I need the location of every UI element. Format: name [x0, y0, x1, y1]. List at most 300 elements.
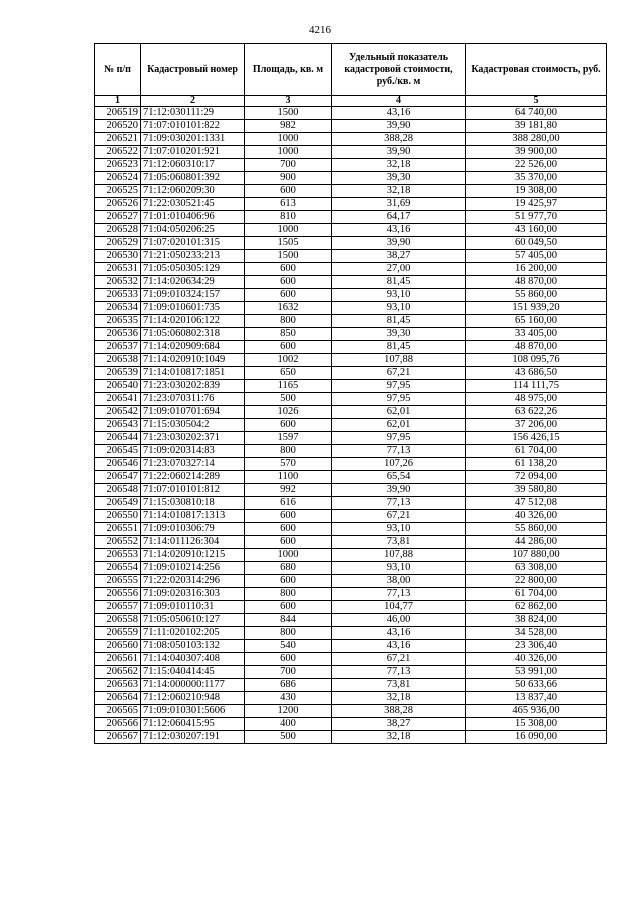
cell-cadastral-number: 71:11:020102:205 [141, 627, 245, 640]
cell-area: 1100 [245, 471, 332, 484]
table-row [95, 341, 607, 354]
cell-cadastral-number: 71:23:030202:371 [141, 432, 245, 445]
cell-unit-rate: 97,95 [332, 380, 466, 393]
cell-unit-rate: 107,88 [332, 354, 466, 367]
cell-unit-rate: 39,90 [332, 484, 466, 497]
cell-unit-rate: 32,18 [332, 185, 466, 198]
cell-cadastral-number: 71:14:011126:304 [141, 536, 245, 549]
cell-unit-rate: 31,69 [332, 198, 466, 211]
table-row [95, 146, 607, 159]
cell-cadastral-value: 57 405,00 [466, 250, 607, 263]
cell-cadastral-value: 38 824,00 [466, 614, 607, 627]
cell-area: 500 [245, 393, 332, 406]
cell-cadastral-value: 61 138,20 [466, 458, 607, 471]
column-number: 4 [332, 96, 466, 107]
cell-cadastral-value: 72 094,00 [466, 471, 607, 484]
cell-row-number: 206540 [95, 380, 141, 393]
cell-area: 1165 [245, 380, 332, 393]
cell-area: 850 [245, 328, 332, 341]
table-row [95, 380, 607, 393]
cell-row-number: 206526 [95, 198, 141, 211]
cell-cadastral-value: 55 860,00 [466, 289, 607, 302]
cell-unit-rate: 81,45 [332, 276, 466, 289]
cell-row-number: 206534 [95, 302, 141, 315]
cell-cadastral-value: 60 049,50 [466, 237, 607, 250]
cell-area: 800 [245, 588, 332, 601]
cell-cadastral-value: 53 991,00 [466, 666, 607, 679]
column-number: 3 [245, 96, 332, 107]
cell-unit-rate: 32,18 [332, 159, 466, 172]
table-row [95, 263, 607, 276]
cell-area: 600 [245, 653, 332, 666]
table-row [95, 705, 607, 718]
cell-unit-rate: 27,00 [332, 263, 466, 276]
cell-cadastral-value: 156 426,15 [466, 432, 607, 445]
cell-cadastral-number: 71:15:040414:45 [141, 666, 245, 679]
cell-row-number: 206550 [95, 510, 141, 523]
cell-cadastral-value: 39 181,80 [466, 120, 607, 133]
cell-area: 1000 [245, 146, 332, 159]
cell-cadastral-value: 388 280,00 [466, 133, 607, 146]
cell-row-number: 206565 [95, 705, 141, 718]
cell-unit-rate: 32,18 [332, 692, 466, 705]
cell-unit-rate: 39,30 [332, 172, 466, 185]
cell-row-number: 206519 [95, 107, 141, 120]
header-area: Площадь, кв. м [245, 44, 332, 96]
cell-cadastral-value: 107 880,00 [466, 549, 607, 562]
cell-unit-rate: 93,10 [332, 523, 466, 536]
table-row [95, 458, 607, 471]
cell-row-number: 206562 [95, 666, 141, 679]
cell-cadastral-value: 465 936,00 [466, 705, 607, 718]
cell-cadastral-value: 13 837,40 [466, 692, 607, 705]
cell-cadastral-number: 71:05:060802:318 [141, 328, 245, 341]
cell-area: 600 [245, 419, 332, 432]
cell-unit-rate: 97,95 [332, 432, 466, 445]
cell-area: 844 [245, 614, 332, 627]
table-row [95, 731, 607, 744]
cell-cadastral-number: 71:12:060310:17 [141, 159, 245, 172]
cell-area: 600 [245, 185, 332, 198]
cell-row-number: 206548 [95, 484, 141, 497]
cell-area: 600 [245, 276, 332, 289]
cell-cadastral-number: 71:14:010817:1313 [141, 510, 245, 523]
cell-row-number: 206536 [95, 328, 141, 341]
cell-row-number: 206551 [95, 523, 141, 536]
cell-cadastral-value: 151 939,20 [466, 302, 607, 315]
cell-area: 982 [245, 120, 332, 133]
cell-area: 400 [245, 718, 332, 731]
cell-cadastral-value: 65 160,00 [466, 315, 607, 328]
cell-row-number: 206527 [95, 211, 141, 224]
cell-area: 600 [245, 510, 332, 523]
cell-row-number: 206543 [95, 419, 141, 432]
cell-cadastral-number: 71:14:020909:684 [141, 341, 245, 354]
cell-row-number: 206542 [95, 406, 141, 419]
cell-cadastral-value: 55 860,00 [466, 523, 607, 536]
cell-cadastral-value: 16 090,00 [466, 731, 607, 744]
cell-row-number: 206563 [95, 679, 141, 692]
cell-cadastral-number: 71:22:060214:289 [141, 471, 245, 484]
cell-cadastral-number: 71:14:020634:29 [141, 276, 245, 289]
cell-row-number: 206549 [95, 497, 141, 510]
cell-cadastral-number: 71:22:030521:45 [141, 198, 245, 211]
cell-unit-rate: 39,30 [332, 328, 466, 341]
cell-area: 700 [245, 666, 332, 679]
cell-cadastral-value: 39 900,00 [466, 146, 607, 159]
cell-cadastral-value: 22 526,00 [466, 159, 607, 172]
cell-row-number: 206554 [95, 562, 141, 575]
table-row [95, 172, 607, 185]
table-row [95, 120, 607, 133]
cell-area: 1002 [245, 354, 332, 367]
table-row [95, 432, 607, 445]
cell-row-number: 206560 [95, 640, 141, 653]
cell-row-number: 206523 [95, 159, 141, 172]
cell-row-number: 206537 [95, 341, 141, 354]
cell-cadastral-value: 63 308,00 [466, 562, 607, 575]
cell-cadastral-number: 71:14:020910:1049 [141, 354, 245, 367]
cell-unit-rate: 104,77 [332, 601, 466, 614]
cell-area: 570 [245, 458, 332, 471]
table-row [95, 588, 607, 601]
table-row [95, 536, 607, 549]
table-row [95, 614, 607, 627]
cell-unit-rate: 43,16 [332, 627, 466, 640]
cell-cadastral-number: 71:23:070311:76 [141, 393, 245, 406]
cell-unit-rate: 43,16 [332, 640, 466, 653]
cell-unit-rate: 77,13 [332, 588, 466, 601]
cell-row-number: 206531 [95, 263, 141, 276]
cell-area: 1200 [245, 705, 332, 718]
cell-area: 600 [245, 289, 332, 302]
cell-cadastral-number: 71:21:050233:213 [141, 250, 245, 263]
cell-unit-rate: 38,00 [332, 575, 466, 588]
cell-area: 900 [245, 172, 332, 185]
cell-cadastral-value: 19 425,97 [466, 198, 607, 211]
cell-cadastral-number: 71:05:050610:127 [141, 614, 245, 627]
table-row [95, 237, 607, 250]
cell-row-number: 206533 [95, 289, 141, 302]
cell-unit-rate: 107,26 [332, 458, 466, 471]
cell-unit-rate: 388,28 [332, 133, 466, 146]
cell-cadastral-value: 22 800,00 [466, 575, 607, 588]
cell-row-number: 206561 [95, 653, 141, 666]
cell-unit-rate: 65,54 [332, 471, 466, 484]
cell-row-number: 206555 [95, 575, 141, 588]
cell-cadastral-number: 71:09:010601:735 [141, 302, 245, 315]
cell-cadastral-number: 71:09:020314:83 [141, 445, 245, 458]
cell-area: 650 [245, 367, 332, 380]
cell-cadastral-number: 71:14:020106:122 [141, 315, 245, 328]
cell-row-number: 206546 [95, 458, 141, 471]
cell-unit-rate: 81,45 [332, 341, 466, 354]
cell-area: 500 [245, 731, 332, 744]
table-row [95, 406, 607, 419]
cell-unit-rate: 38,27 [332, 718, 466, 731]
cell-area: 540 [245, 640, 332, 653]
cell-area: 616 [245, 497, 332, 510]
cell-cadastral-number: 71:09:010110:31 [141, 601, 245, 614]
cell-unit-rate: 93,10 [332, 562, 466, 575]
cell-area: 600 [245, 341, 332, 354]
cell-row-number: 206556 [95, 588, 141, 601]
cell-cadastral-value: 43 160,00 [466, 224, 607, 237]
cell-cadastral-value: 15 308,00 [466, 718, 607, 731]
header-row [95, 44, 607, 96]
cell-cadastral-value: 35 370,00 [466, 172, 607, 185]
table-row [95, 718, 607, 731]
table-row [95, 224, 607, 237]
cell-unit-rate: 64,17 [332, 211, 466, 224]
cell-cadastral-value: 37 206,00 [466, 419, 607, 432]
table-row [95, 367, 607, 380]
cell-cadastral-number: 71:12:030207:191 [141, 731, 245, 744]
cell-area: 810 [245, 211, 332, 224]
cell-unit-rate: 107,88 [332, 549, 466, 562]
cell-area: 600 [245, 523, 332, 536]
cell-unit-rate: 39,90 [332, 237, 466, 250]
header-cadastral-number: Кадастровый номер [141, 44, 245, 96]
table-row [95, 328, 607, 341]
header-unit-rate: Удельный показатель кадастровой стоимости, руб./кв. м [332, 44, 466, 96]
cell-cadastral-value: 19 308,00 [466, 185, 607, 198]
cell-unit-rate: 43,16 [332, 224, 466, 237]
cell-cadastral-number: 71:07:010201:921 [141, 146, 245, 159]
cell-row-number: 206545 [95, 445, 141, 458]
table-row [95, 393, 607, 406]
table-row [95, 198, 607, 211]
cell-area: 686 [245, 679, 332, 692]
table-row [95, 471, 607, 484]
cell-cadastral-number: 71:12:060210:948 [141, 692, 245, 705]
cell-row-number: 206566 [95, 718, 141, 731]
table-row [95, 107, 607, 120]
cell-unit-rate: 67,21 [332, 367, 466, 380]
cell-area: 600 [245, 601, 332, 614]
table-row [95, 575, 607, 588]
cell-cadastral-number: 71:12:060415:95 [141, 718, 245, 731]
cell-unit-rate: 39,90 [332, 146, 466, 159]
cell-cadastral-value: 33 405,00 [466, 328, 607, 341]
cell-cadastral-value: 114 111,75 [466, 380, 607, 393]
cell-row-number: 206528 [95, 224, 141, 237]
cell-unit-rate: 73,81 [332, 536, 466, 549]
table-row [95, 211, 607, 224]
column-number: 5 [466, 96, 607, 107]
cell-row-number: 206529 [95, 237, 141, 250]
table-row [95, 302, 607, 315]
cell-cadastral-value: 39 580,80 [466, 484, 607, 497]
column-number: 2 [141, 96, 245, 107]
column-number: 1 [95, 96, 141, 107]
cell-row-number: 206552 [95, 536, 141, 549]
cell-cadastral-number: 71:09:030201:1331 [141, 133, 245, 146]
table-row [95, 276, 607, 289]
table-row [95, 692, 607, 705]
cell-cadastral-number: 71:14:040307:408 [141, 653, 245, 666]
table-row [95, 640, 607, 653]
table-row [95, 484, 607, 497]
table-row [95, 250, 607, 263]
cell-row-number: 206521 [95, 133, 141, 146]
table-row [95, 653, 607, 666]
cell-cadastral-value: 48 870,00 [466, 341, 607, 354]
cell-cadastral-number: 71:12:030111:29 [141, 107, 245, 120]
cell-cadastral-number: 71:09:010301:5606 [141, 705, 245, 718]
cell-area: 430 [245, 692, 332, 705]
cell-cadastral-number: 71:14:010817:1851 [141, 367, 245, 380]
cell-cadastral-value: 50 633,66 [466, 679, 607, 692]
cell-cadastral-value: 40 326,00 [466, 510, 607, 523]
cell-area: 800 [245, 445, 332, 458]
cell-row-number: 206557 [95, 601, 141, 614]
table-row [95, 666, 607, 679]
cell-unit-rate: 77,13 [332, 445, 466, 458]
cell-unit-rate: 77,13 [332, 497, 466, 510]
cell-cadastral-number: 71:09:020316:303 [141, 588, 245, 601]
cell-unit-rate: 43,16 [332, 107, 466, 120]
table-row [95, 601, 607, 614]
cell-cadastral-value: 62 862,00 [466, 601, 607, 614]
cell-unit-rate: 62,01 [332, 406, 466, 419]
cell-cadastral-number: 71:15:030504:2 [141, 419, 245, 432]
cell-area: 1026 [245, 406, 332, 419]
cell-row-number: 206532 [95, 276, 141, 289]
cell-row-number: 206547 [95, 471, 141, 484]
cell-area: 613 [245, 198, 332, 211]
cell-row-number: 206538 [95, 354, 141, 367]
table-row [95, 419, 607, 432]
table-body [95, 107, 607, 744]
cell-cadastral-number: 71:08:050103:132 [141, 640, 245, 653]
cell-cadastral-number: 71:15:030810:18 [141, 497, 245, 510]
header-row-number: № п/п [95, 44, 141, 96]
cell-area: 1000 [245, 224, 332, 237]
cell-area: 1000 [245, 133, 332, 146]
cell-cadastral-value: 44 286,00 [466, 536, 607, 549]
cell-unit-rate: 67,21 [332, 510, 466, 523]
cell-cadastral-value: 64 740,00 [466, 107, 607, 120]
cell-unit-rate: 97,95 [332, 393, 466, 406]
cell-cadastral-value: 61 704,00 [466, 445, 607, 458]
cell-cadastral-number: 71:14:020910:1215 [141, 549, 245, 562]
cell-area: 600 [245, 536, 332, 549]
cell-cadastral-number: 71:05:050305:129 [141, 263, 245, 276]
cell-cadastral-value: 34 528,00 [466, 627, 607, 640]
cell-unit-rate: 39,90 [332, 120, 466, 133]
cell-row-number: 206535 [95, 315, 141, 328]
cell-unit-rate: 67,21 [332, 653, 466, 666]
cell-cadastral-number: 71:07:010101:812 [141, 484, 245, 497]
cell-cadastral-value: 51 977,70 [466, 211, 607, 224]
cell-unit-rate: 81,45 [332, 315, 466, 328]
cell-row-number: 206530 [95, 250, 141, 263]
cell-cadastral-number: 71:14:000000:1177 [141, 679, 245, 692]
cell-cadastral-value: 43 686,50 [466, 367, 607, 380]
cell-area: 1632 [245, 302, 332, 315]
table-row [95, 133, 607, 146]
table-row [95, 315, 607, 328]
table-row [95, 497, 607, 510]
cell-cadastral-number: 71:07:020101:315 [141, 237, 245, 250]
cell-cadastral-number: 71:05:060801:392 [141, 172, 245, 185]
cell-cadastral-value: 108 095,76 [466, 354, 607, 367]
cell-row-number: 206558 [95, 614, 141, 627]
cell-row-number: 206524 [95, 172, 141, 185]
cell-cadastral-number: 71:23:030202:839 [141, 380, 245, 393]
table-row [95, 445, 607, 458]
cell-row-number: 206520 [95, 120, 141, 133]
cell-area: 1000 [245, 549, 332, 562]
cell-row-number: 206564 [95, 692, 141, 705]
table-row [95, 510, 607, 523]
cell-cadastral-number: 71:07:010101:822 [141, 120, 245, 133]
table-row [95, 562, 607, 575]
cell-area: 800 [245, 315, 332, 328]
cell-cadastral-value: 48 870,00 [466, 276, 607, 289]
cell-area: 1500 [245, 107, 332, 120]
header-cadastral-value: Кадастровая стоимость, руб. [466, 44, 607, 96]
cell-unit-rate: 77,13 [332, 666, 466, 679]
cell-area: 1500 [245, 250, 332, 263]
table-row [95, 185, 607, 198]
cell-cadastral-number: 71:04:050206:25 [141, 224, 245, 237]
cell-cadastral-number: 71:12:060209:30 [141, 185, 245, 198]
column-number-row [95, 96, 607, 107]
page-number: 4216 [309, 24, 331, 36]
cell-row-number: 206541 [95, 393, 141, 406]
table-row [95, 627, 607, 640]
cell-unit-rate: 388,28 [332, 705, 466, 718]
cell-unit-rate: 38,27 [332, 250, 466, 263]
cell-unit-rate: 32,18 [332, 731, 466, 744]
cell-row-number: 206544 [95, 432, 141, 445]
cell-cadastral-number: 71:09:010701:694 [141, 406, 245, 419]
table-row [95, 523, 607, 536]
cell-cadastral-value: 47 512,08 [466, 497, 607, 510]
cell-row-number: 206539 [95, 367, 141, 380]
cell-row-number: 206525 [95, 185, 141, 198]
cell-cadastral-number: 71:09:010306:79 [141, 523, 245, 536]
cell-area: 680 [245, 562, 332, 575]
cell-cadastral-value: 48 975,00 [466, 393, 607, 406]
cell-row-number: 206567 [95, 731, 141, 744]
cell-cadastral-value: 23 306,40 [466, 640, 607, 653]
table-row [95, 289, 607, 302]
cell-area: 992 [245, 484, 332, 497]
cell-cadastral-number: 71:01:010406:96 [141, 211, 245, 224]
cell-area: 800 [245, 627, 332, 640]
table-row [95, 679, 607, 692]
cell-area: 1505 [245, 237, 332, 250]
cell-area: 1597 [245, 432, 332, 445]
cell-row-number: 206553 [95, 549, 141, 562]
cell-cadastral-value: 61 704,00 [466, 588, 607, 601]
cell-unit-rate: 73,81 [332, 679, 466, 692]
table-row [95, 354, 607, 367]
cell-cadastral-number: 71:23:070327:14 [141, 458, 245, 471]
cell-unit-rate: 93,10 [332, 302, 466, 315]
cell-row-number: 206522 [95, 146, 141, 159]
cell-area: 600 [245, 263, 332, 276]
cell-unit-rate: 93,10 [332, 289, 466, 302]
cell-area: 700 [245, 159, 332, 172]
cell-cadastral-number: 71:22:020314:296 [141, 575, 245, 588]
table-row [95, 549, 607, 562]
cadastral-value-table [94, 43, 607, 744]
cell-cadastral-number: 71:09:010324:157 [141, 289, 245, 302]
